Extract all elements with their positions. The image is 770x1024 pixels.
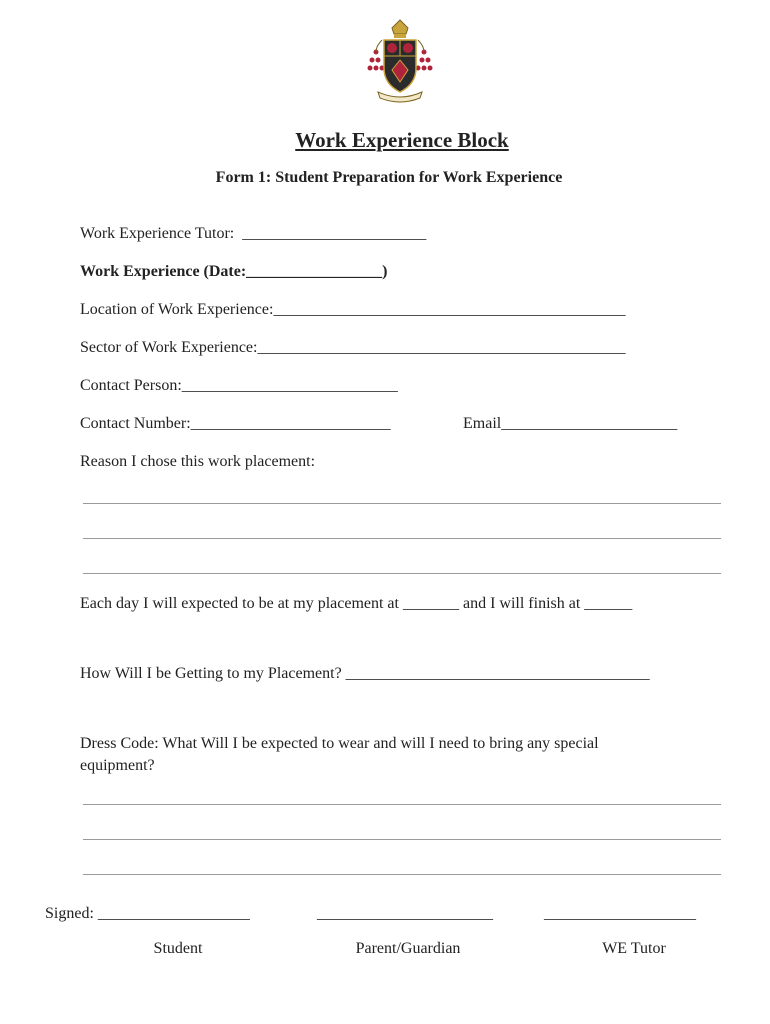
reason-line-2[interactable]: [83, 538, 721, 539]
student-signature-field[interactable]: Signed: ___________________: [45, 905, 250, 922]
dress-code-line-3[interactable]: [83, 874, 721, 875]
dress-code-label-cont: equipment?: [80, 757, 155, 774]
reason-label: Reason I chose this work placement:: [80, 453, 316, 470]
parent-signature-field[interactable]: ______________________: [317, 905, 493, 922]
email-field[interactable]: Email______________________: [463, 415, 678, 432]
tutor-label: WE Tutor: [602, 940, 666, 957]
school-crest-icon: [362, 18, 438, 104]
dress-code-line-1[interactable]: [83, 804, 721, 805]
reason-line-3[interactable]: [83, 573, 721, 574]
form-subtitle: Form 1: Student Preparation for Work Experience: [215, 169, 563, 186]
contact-number-field[interactable]: Contact Number:_________________________: [80, 415, 391, 432]
dress-code-label: Dress Code: What Will I be expected to wear and will I need to bring any special: [80, 735, 599, 752]
location-field[interactable]: Location of Work Experience:____________________________________________: [80, 301, 626, 318]
sector-field[interactable]: Sector of Work Experience:______________________________________________: [80, 339, 626, 356]
travel-field[interactable]: How Will I be Getting to my Placement? ______________________________________: [80, 665, 650, 682]
tutor-signature-field[interactable]: ___________________: [544, 905, 696, 922]
dress-code-line-2[interactable]: [83, 839, 721, 840]
schedule-field[interactable]: Each day I will expected to be at my placement at _______ and I will finish at ______: [80, 595, 633, 612]
page-title: Work Experience Block: [295, 128, 509, 152]
contact-person-field[interactable]: Contact Person:___________________________: [80, 377, 398, 394]
student-label: Student: [153, 940, 203, 957]
reason-line-1[interactable]: [83, 503, 721, 504]
date-field[interactable]: Work Experience (Date:_________________): [80, 263, 388, 280]
parent-label: Parent/Guardian: [355, 940, 461, 957]
tutor-field[interactable]: Work Experience Tutor: _______________________: [80, 225, 427, 242]
